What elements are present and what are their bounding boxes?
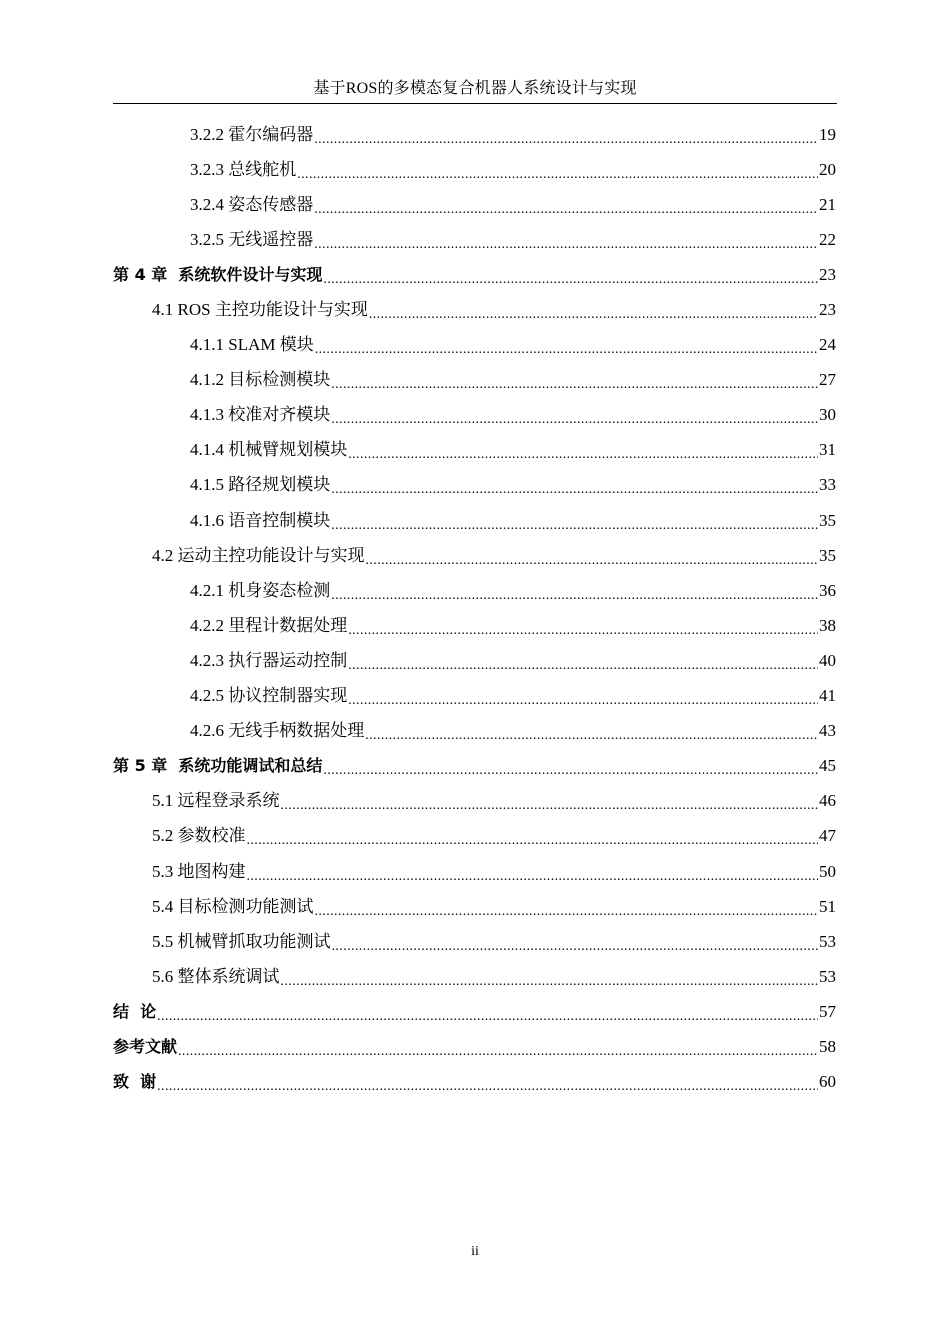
toc-leader-dots (348, 689, 818, 709)
toc-chapter-entry[interactable] (113, 749, 836, 784)
toc-entry-page: 43 (819, 721, 836, 741)
toc-entry-title: 致 谢 (113, 1072, 157, 1092)
toc-section-entry[interactable] (113, 924, 836, 959)
toc-leader-dots (331, 373, 818, 393)
toc-entry[interactable] (113, 398, 836, 433)
toc-leader-dots (369, 303, 818, 323)
toc-entry[interactable] (113, 573, 836, 608)
toc-entry[interactable] (113, 643, 836, 678)
toc-entry-page: 38 (819, 615, 836, 635)
toc-chapter-entry[interactable] (113, 1029, 836, 1064)
toc-entry-title: 参考文献 (113, 1036, 178, 1056)
toc-leader-dots (157, 1005, 818, 1025)
toc-leader-dots (247, 829, 819, 849)
toc-leader-dots (331, 478, 818, 498)
toc-leader-dots (331, 514, 818, 534)
toc-section-entry[interactable] (113, 889, 836, 924)
toc-entry-title: 4.2.3 执行器运动控制 (190, 650, 348, 670)
toc-entry-page: 60 (819, 1072, 836, 1092)
toc-entry-title: 第 5 章 系统功能调试和总结 (113, 756, 323, 776)
toc-entry-title: 4.2.2 里程计数据处理 (190, 615, 348, 635)
toc-entry[interactable] (113, 152, 836, 187)
toc-entry-title: 4.1 ROS 主控功能设计与实现 (152, 300, 368, 320)
toc-entry[interactable] (113, 714, 836, 749)
toc-leader-dots (314, 128, 818, 148)
toc-entry[interactable] (113, 608, 836, 643)
toc-leader-dots (348, 619, 818, 639)
toc-leader-dots (297, 163, 818, 183)
toc-entry-page: 31 (819, 440, 836, 460)
page-number: ii (471, 1244, 479, 1259)
toc-leader-dots (247, 865, 819, 885)
toc-entry-page: 50 (819, 861, 836, 881)
toc-leader-dots (366, 549, 819, 569)
toc-entry-page: 36 (819, 580, 836, 600)
toc-entry-title: 5.6 整体系统调试 (152, 966, 280, 986)
toc-entry-title: 4.2.5 协议控制器实现 (190, 686, 348, 706)
toc-leader-dots (157, 1075, 818, 1095)
toc-entry-title: 3.2.3 总线舵机 (190, 159, 297, 179)
toc-entry-page: 46 (819, 791, 836, 811)
toc-entry-page: 22 (819, 229, 836, 249)
toc-leader-dots (348, 443, 818, 463)
toc-section-entry[interactable] (113, 538, 836, 573)
running-header: 基于ROS的多模态复合机器人系统设计与实现 (313, 80, 637, 97)
toc-entry-title: 5.3 地图构建 (152, 861, 246, 881)
toc-entry-page: 21 (819, 194, 836, 214)
toc-section-entry[interactable] (113, 854, 836, 889)
toc-section-entry[interactable] (113, 959, 836, 994)
toc-entry[interactable] (113, 363, 836, 398)
toc-leader-dots (315, 338, 818, 358)
toc-entry[interactable] (113, 503, 836, 538)
toc-entry-page: 24 (819, 335, 836, 355)
toc-leader-dots (323, 268, 818, 288)
toc-leader-dots (315, 900, 819, 920)
toc-entry-title: 结 论 (113, 1001, 157, 1021)
toc-entry-page: 58 (819, 1036, 836, 1056)
toc-entry-page: 51 (819, 896, 836, 916)
toc-entry-page: 41 (819, 686, 836, 706)
toc-entry-page: 53 (819, 931, 836, 951)
toc-entry[interactable] (113, 468, 836, 503)
toc-entry-title: 4.1.4 机械臂规划模块 (190, 440, 348, 460)
toc-entry-title: 4.1.2 目标检测模块 (190, 370, 331, 390)
toc-entry-title: 4.1.3 校准对齐模块 (190, 405, 331, 425)
toc-entry-title: 5.1 远程登录系统 (152, 791, 280, 811)
toc-entry[interactable] (113, 433, 836, 468)
toc-section-entry[interactable] (113, 784, 836, 819)
toc-entry-page: 23 (819, 264, 836, 284)
toc-entry[interactable] (113, 328, 836, 363)
toc-entry-title: 4.1.1 SLAM 模块 (190, 335, 314, 355)
toc-chapter-entry[interactable] (113, 257, 836, 292)
toc-entry-title: 4.2 运动主控功能设计与实现 (152, 545, 365, 565)
toc-entry-title: 4.1.5 路径规划模块 (190, 475, 331, 495)
toc-entry-page: 30 (819, 405, 836, 425)
toc-entry-page: 27 (819, 370, 836, 390)
toc-entry-page: 57 (819, 1001, 836, 1021)
toc-leader-dots (281, 970, 819, 990)
header-rule (113, 103, 837, 104)
toc-chapter-entry[interactable] (113, 994, 836, 1029)
toc-section-entry[interactable] (113, 819, 836, 854)
toc-entry-page: 35 (819, 545, 836, 565)
toc-entry-title: 3.2.5 无线遥控器 (190, 229, 314, 249)
toc-leader-dots (281, 794, 819, 814)
toc-entry-title: 3.2.4 姿态传感器 (190, 194, 314, 214)
table-of-contents (113, 117, 836, 1100)
toc-entry-title: 5.2 参数校准 (152, 826, 246, 846)
toc-entry-title: 4.2.6 无线手柄数据处理 (190, 721, 365, 741)
toc-leader-dots (365, 724, 818, 744)
toc-entry-page: 23 (819, 300, 836, 320)
toc-entry-page: 40 (819, 650, 836, 670)
toc-entry-title: 4.1.6 语音控制模块 (190, 510, 331, 530)
toc-leader-dots (314, 233, 818, 253)
toc-entry[interactable] (113, 187, 836, 222)
toc-entry-page: 35 (819, 510, 836, 530)
toc-leader-dots (323, 759, 818, 779)
toc-entry-title: 4.2.1 机身姿态检测 (190, 580, 331, 600)
toc-leader-dots (331, 584, 818, 604)
toc-entry-page: 45 (819, 756, 836, 776)
toc-entry[interactable] (113, 222, 836, 257)
toc-entry[interactable] (113, 117, 836, 152)
toc-leader-dots (314, 198, 818, 218)
toc-leader-dots (348, 654, 818, 674)
toc-section-entry[interactable] (113, 292, 836, 327)
toc-entry-title: 5.5 机械臂抓取功能测试 (152, 931, 331, 951)
toc-entry-page: 33 (819, 475, 836, 495)
toc-entry[interactable] (113, 679, 836, 714)
toc-entry-title: 3.2.2 霍尔编码器 (190, 124, 314, 144)
toc-leader-dots (178, 1040, 818, 1060)
toc-entry-page: 20 (819, 159, 836, 179)
toc-entry-page: 47 (819, 826, 836, 846)
toc-entry-title: 第 4 章 系统软件设计与实现 (113, 264, 323, 284)
toc-entry-page: 19 (819, 124, 836, 144)
toc-leader-dots (331, 408, 818, 428)
toc-entry-page: 53 (819, 966, 836, 986)
toc-entry-title: 5.4 目标检测功能测试 (152, 896, 314, 916)
toc-chapter-entry[interactable] (113, 1065, 836, 1100)
toc-leader-dots (332, 935, 819, 955)
